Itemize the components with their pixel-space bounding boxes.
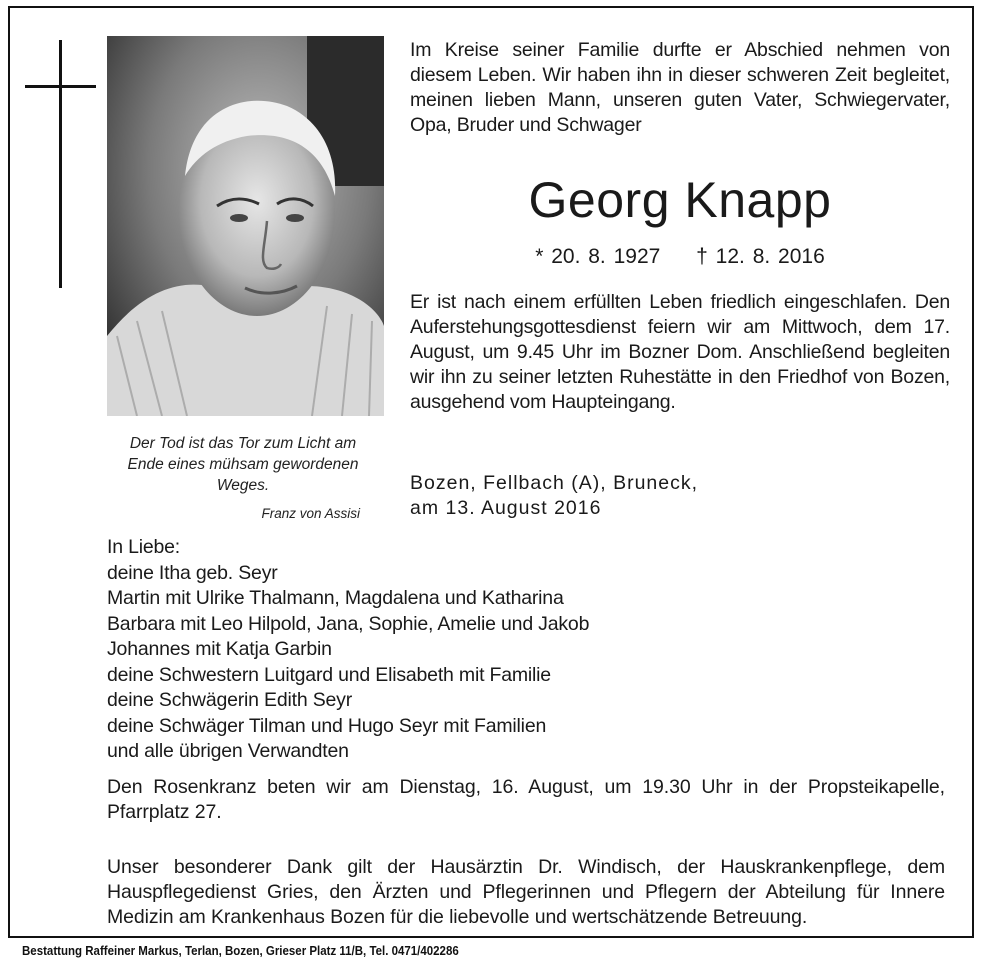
birth-date: * 20. 8. 1927 [535, 245, 661, 268]
quote-text: Der Tod ist das Tor zum Licht am Ende eines mühsam gewordenen Weges. [127, 435, 359, 494]
place-line: Bozen, Fellbach (A), Bruneck, [410, 472, 699, 494]
quote-author: Franz von Assisi [261, 506, 360, 521]
mourners-heading: In Liebe: [107, 536, 181, 558]
cross-icon-bar [25, 85, 96, 88]
intro-text: Im Kreise seiner Familie durfte er Abschied nehmen von diesem Leben. Wir haben ihn in dieser schweren Zeit begleitet, meinen lieben Mann, unseren guten Vater, Schwiegervater, Opa, Bruder und Schwager [410, 39, 950, 136]
mourner-line: deine Schwäger Tilman und Hugo Seyr mit Familien [107, 714, 547, 737]
life-dates [410, 243, 950, 271]
service-paragraph: Er ist nach einem erfüllten Leben friedlich eingeschlafen. Den Auferstehungsgottesdienst feiern wir am Mittwoch, dem 17. August, um 9.45 Uhr im Bozner Dom. Anschließend begleiten wir ihn zu seiner letzten Ruhestätte in den Friedhof von Bozen, ausgehend vom Haupteingang. [410, 291, 950, 413]
place-date [410, 471, 950, 521]
mourner-line: und alle übrigen Verwandten [107, 740, 349, 762]
thanks-paragraph: Unser besonderer Dank gilt der Hausärztin Dr. Windisch, der Hauskrankenpflege, dem Hauspflegedienst Gries, den Ärzten und Pflegerinnen und Pflegern der Abteilung für Innere Medizin am Krankenhaus Bozen für die liebevolle und wertschätzende Betreuung. [107, 856, 945, 928]
date-line: am 13. August 2016 [410, 497, 602, 519]
mourner-line: Barbara mit Leo Hilpold, Jana, Sophie, Amelie und Jakob [107, 612, 590, 635]
mourner-line: deine Schwägerin Edith Seyr [107, 689, 352, 711]
mourners-list [107, 535, 947, 765]
intro-paragraph [410, 38, 950, 138]
death-date: † 12. 8. 2016 [696, 245, 825, 268]
portrait-photo [107, 36, 384, 416]
mourner-line: Martin mit Ulrike Thalmann, Magdalena und Katharina [107, 587, 564, 609]
rosary-paragraph: Den Rosenkranz beten wir am Dienstag, 16. August, um 19.30 Uhr in der Propsteikapelle, Pfarrplatz 27. [107, 776, 945, 823]
mourner-line: Johannes mit Katja Garbin [107, 638, 332, 660]
cross-icon [59, 40, 62, 288]
deceased-name: Georg Knapp [528, 172, 832, 228]
mourner-line: deine Schwestern Luitgard und Elisabeth mit Familie [107, 663, 551, 686]
funeral-home-footer: Bestattung Raffeiner Markus, Terlan, Bozen, Grieser Platz 11/B, Tel. 0471/402286 [22, 944, 459, 958]
mourner-line: deine Itha geb. Seyr [107, 561, 278, 584]
